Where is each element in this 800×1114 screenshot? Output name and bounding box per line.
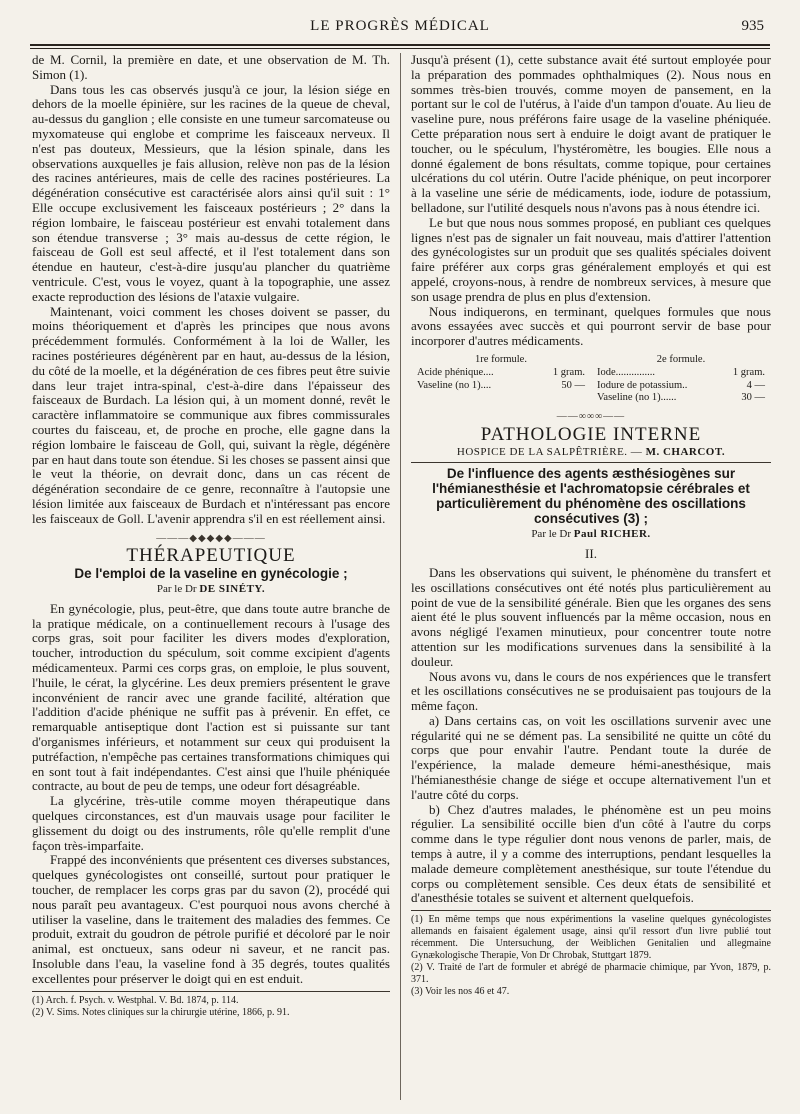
paragraph: b) Chez d'autres malades, le phénomène est un peu moins régulier. La sensibilité occille bien d'un côté à l'autre du corps comme dans le type régulier dont nous venons de parler, mais, de temps à autre, il y a comme des interruptions, pendant lesquelles la malade demeure complètement anesthésique, sur toute l'étendue du corps ou complètement sensible. Ces deux états de sensibilité et d'anesthésie totales se suivent et alternent quelquefois.	[411, 801, 771, 906]
hospital-line	[411, 445, 771, 460]
right-column	[411, 53, 771, 1100]
hospital-name: HOSPICE DE LA SALPÊTRIÈRE. —	[456, 445, 643, 458]
paragraph: de M. Cornil, la première en date, et une observation de M. Th. Simon (1).	[32, 53, 390, 82]
footnote: (1) Arch. f. Psych. v. Westphal. V. Bd. 1874, p. 114.	[32, 994, 239, 1006]
footnote-rule	[411, 910, 771, 911]
paragraph: Nous indiquerons, en terminant, quelques formules que nous avons essayées avec succès et qui pourront servir de base pour incorporer d'autres médicaments.	[411, 303, 771, 349]
formula-1	[411, 354, 591, 405]
formula-row	[417, 380, 585, 393]
byline-prefix: Par le Dr	[531, 528, 572, 541]
formula-heading: 2e formule.	[656, 353, 706, 365]
quantity: 50 —	[561, 379, 585, 391]
formula-row	[597, 392, 765, 405]
byline-prefix: Par le Dr	[156, 583, 197, 596]
section-ornament: ———◆◆◆◆◆———	[156, 532, 266, 544]
paragraph: Le but que nous nous sommes proposé, en publiant ces quelques lignes n'est pas de signaler un fait nouveau, mais d'attirer l'attention des gynécologistes sur un produit que ses qualités spéciales doivent faire préférer aux corps gras généralement employés et qui est appelé, croyons-nous, à rendre de nombreux services, à mesure que son usage prendra de plus en plus d'extension.	[411, 214, 771, 304]
formula-row	[597, 367, 765, 380]
section-title-pathologie: PATHOLOGIE INTERNE	[480, 423, 702, 445]
paragraph: Dans tous les cas observés jusqu'à ce jour, la lésion siége en dehors de la moelle épinière, sur les racines de la queue de cheval, au-dessus du ganglion ; elle consiste en une tumeur sarcomateuse ou myxomateuse qui englobe et comprime les faisceaux nerveux. Il n'est pas douteux, Messieurs, que la lésion spinale, dans les observations auxquelles je fais allusion, relève non pas de la lésion des racines antérieures, mais de celle des racines postérieures. La dégénération consécutive est caractérisée alors ainsi qu'il suit : 1° Elle occupe exclusivement les faisceaux postérieurs ; 2° dans la région lombaire, le faisceau postérieur est envahi totalement dans son étendue transverse ; 3° mais au-dessus de cette région, le faisceau de Goll est seul affecté, et il l'est totalement dans son étendue en hauteur, c'est-à-dire jusqu'au plancher du quatrième ventricule. C'est, vous le voyez, quant à la topographie, une assez exacte reproduction des lésions de l'ataxie vulgaire.	[32, 81, 390, 304]
section-ornament: ——∞∞∞——	[556, 410, 626, 422]
footnote: (1) En même temps que nous expérimentions la vaseline quelques gynécologistes allemands en faisaient également usage, ainsi qu'il ressort d'un livre publié tout récemment. Die Untersuchung, der Weiblichen Genitalien und allegmaine Gynækologische Therapie, Von Dr Chrobak, Stuttgart 1879.	[411, 914, 771, 962]
footnote: (2) V. Sims. Notes cliniques sur la chirurgie utérine, 1866, p. 91.	[32, 1006, 290, 1018]
section-title-therapeutique: THÉRAPEUTIQUE	[126, 545, 296, 567]
paragraph: Jusqu'à présent (1), cette substance avait été surtout employée pour la préparation des pommades ophthalmiques (2). Nous nous en sommes très-bien trouvés, comme moyen de pansement, en la portant sur le col de l'utérus, à l'aide d'un tampon d'ouate. Au lieu de vaseline pure, nous préférons faire usage de la vaseline phéniquée. Cette préparation nous sert à enduire le doigt avant de pratiquer le toucher, ou le spéculum, l'hystéromètre, les bougies. Elle nous a donné également de bons résultats, comme topique, pour certaines ulcérations du col utérin. Outre l'acide phénique, on peut incorporer à la vaseline une série de médicaments, iode, iodure de potassium, belladone, sur l'utilité desquels nous n'avons pas à nous étendre ici.	[411, 53, 771, 215]
running-title: LE PROGRÈS MÉDICAL	[310, 18, 490, 34]
footnote-rule	[32, 991, 390, 992]
paragraph: a) Dans certains cas, on voit les oscillations survenir avec une régularité qui ne se dément pas. La sensibilité ne quitte un côté du corps que pour envahir l'autre. Pendant toute la durée de l'expérience, la malade demeure hémi-anesthésique, mais l'hémianesthésie change de siége et occupe alternativement l'un et l'autre côté du corps.	[411, 712, 771, 802]
header-rule-thin	[30, 48, 770, 49]
formula-heading: 1re formule.	[475, 353, 527, 365]
footnote: (2) V. Traité de l'art de formuler et abrégé de pharmacie chimique, par Yvon, 1879, p. 371.	[411, 962, 771, 986]
footnotes	[411, 910, 771, 998]
page-number: 935	[741, 18, 764, 34]
paragraph: En gynécologie, plus, peut-être, que dans toute autre branche de la pratique médicale, on a continuellement recours à l'usage des corps gras, soit pour faciliter les divers modes d'exploration, toucher, introduction du spéculum, soit comme excipient d'agents médicamenteux. Parmi ces corps gras, on emploie, le plus souvent, l'huile, le cérat, la glycérine. Les deux premiers présentent le grave inconvénient de rancir avec une grande facilité, altération que l'addition d'acide phénique ne suffit pas à prévenir. En effet, ce remarquable antiseptique dont l'action est si puissante sur tant d'organismes inférieurs, et notamment sur ceux qui produisent la putréfaction, n'empêche pas certaines transformations chimiques qui en sont tout à fait indépendantes. C'est ainsi que l'huile phéniquée contracte, au bout de peu de temps, une odeur fort désagréable.	[32, 600, 390, 794]
byline	[32, 582, 390, 597]
ingredient: Vaseline (no 1)....	[417, 379, 492, 391]
quantity: 30 —	[741, 392, 765, 404]
formula-2	[591, 354, 771, 405]
page-header	[30, 14, 770, 38]
ingredient: Acide phénique....	[417, 367, 494, 379]
formula-row	[597, 380, 765, 393]
left-column	[32, 53, 390, 1100]
formulas-table	[411, 354, 771, 405]
paragraph: Nous avons vu, dans le cours de nos expériences que le transfert et les oscillations consécutives ne se produisaient pas toujours de la même façon.	[411, 668, 771, 714]
divider	[411, 462, 771, 463]
paragraph: La glycérine, très-utile comme moyen thérapeutique dans quelques circonstances, est d'un mauvais usage pour faciliter le glissement du doigt ou des instruments, rôle qu'elle remplit d'une façon très-imparfaite.	[32, 793, 390, 853]
ingredient: Vaseline (no 1)......	[597, 392, 677, 404]
paragraph: Maintenant, voici comment les choses doivent se passer, du moins théoriquement et d'après les principes que nous avons précédemment formulés. Conformément à la loi de Waller, les racines postérieures dégénèrent par en haut, au-dessus de la lésion, du côté de la moelle, et la dégénération de ces fibres peut être suivie dans leur trajet intra-spinal, c'est-à-dire dans l'épaisseur des faisceaux de Burdach. La lésion qui, à un moment donné, revêt le caractère inflammatoire se communique aux fibres commissurales courtes du faisceau, et, de proche en proche, elle gagne dans la région lombaire le faisceau de Goll, qui, suivant la règle, dégénère par en haut dans toute son étendue. Si les choses se passent ainsi que le veut la théorie, on devrait donc, dans un cas récent de dégénération secondaire de ce genre, reconnaître à l'autopsie une lésion limitée aux faisceaux de Burdach et n'intéressant pas encore les faisceaux de Goll. L'avenir apprendra s'il en est réellement ainsi.	[32, 303, 390, 526]
article-title: De l'emploi de la vaseline en gynécologie ;	[74, 566, 348, 582]
column-separator	[400, 53, 401, 1100]
article-title: De l'influence des agents æsthésiogènes sur l'hémianesthésie et l'achromatopsie cérébrales et particulièrement du phénomène des oscillations consécutives (3) ;	[432, 466, 750, 527]
ingredient: Iodure de potassium..	[597, 379, 688, 391]
professor-name: M. CHARCOT.	[645, 445, 726, 458]
quantity: 1 gram.	[732, 367, 765, 379]
header-rule	[30, 44, 770, 46]
footnotes	[32, 991, 390, 1019]
paragraph: Dans les observations qui suivent, le phénomène du transfert et les oscillations consécutives ont été notés plus particulièrement au point de vue de la sensibilité générale. Bien que les organes des sens aient été le plus souvent influencés par la même occasion, nous en avons négligé l'examen minutieux, pour concentrer toute notre attention sur les modifications survenues dans la sensibilité à la douleur.	[411, 564, 771, 669]
author-name: DE SINÉTY.	[199, 583, 266, 596]
paragraph: Frappé des inconvénients que présentent ces diverses substances, quelques gynécologistes ont conseillé, surtout pour pratiquer le toucher, de remplacer les corps gras par du savon (2), procédé qui nous paraît peu avantageux. C'est pourquoi nous avons cherché à utiliser la vaseline, dans le traitement des maladies des femmes. Ce produit, extrait du goudron de pétrole purifié et décoloré par le noir animal, est onctueux, sans odeur ni saveur, et ne rancit pas. Insoluble dans l'eau, la vaseline fond à 35 degrés, toutes qualités excellentes pour préserver le doigt qui en est enduit.	[32, 852, 390, 986]
quantity: 1 gram.	[552, 367, 585, 379]
subsection-number: II.	[585, 546, 597, 562]
byline	[411, 527, 771, 542]
author-name: Paul RICHER.	[573, 528, 651, 541]
formula-row	[417, 367, 585, 380]
quantity: 4 —	[746, 379, 765, 391]
footnote: (3) Voir les nos 46 et 47.	[411, 986, 510, 998]
ingredient: Iode...............	[597, 367, 656, 379]
